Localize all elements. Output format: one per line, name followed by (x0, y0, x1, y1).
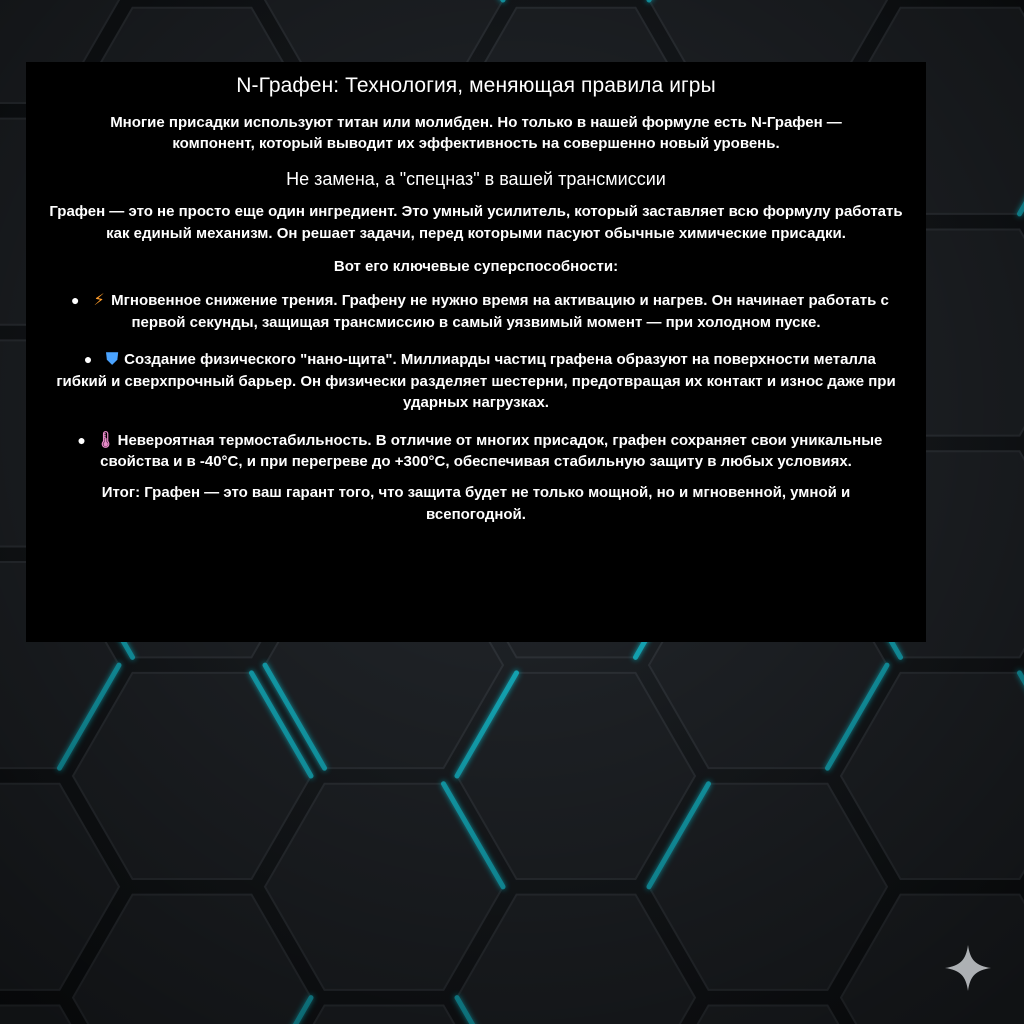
bullet-icon: ● (70, 292, 80, 308)
summary-text: Итог: Графен — это ваш гарант того, что защита будет не только мощной, но и мгновенной, умной и всепогодной. (101, 483, 851, 523)
list-item (48, 289, 904, 333)
bullet-icon: ● (83, 351, 93, 367)
list-item-text: Мгновенное снижение трения. Графену не нужно время на активацию и нагрев. Он начинает работать с первой секунды, защищая трансмиссию в самый уязвимый момент — при холодном пуске. (111, 292, 889, 331)
bullet-icon: ● (77, 431, 86, 448)
info-card (26, 62, 926, 642)
intro-text: Многие присадки используют титан или молибден. Но только в нашей формуле есть N-Графен — компонент, который выводит их эффективность на совершенно новый уровень. (110, 114, 842, 152)
thermometer-icon: 🌡 (95, 429, 116, 449)
description-paragraph: Графен — это не просто еще один ингредиент. Это умный усилитель, который заставляет всю формулу работать как единый механизм. Он решает задачи, перед которыми пасуют обычные химические присадки. (49, 203, 903, 242)
list-item-text: Невероятная термостабильность. В отличие от многих присадок, графен сохраняет свои уникальные свойства и в -40°C, и при перегреве до +300°C, обеспечивая стабильную защиту в любых условиях. (100, 431, 883, 470)
sparkle-icon (943, 943, 993, 993)
list-item-text: Создание физического "нано-щита". Миллиарды частиц графена образуют на поверхности металла гибкий и сверхпрочный барьер. Он физически разделяет шестерни, предотвращая их контакт и износ даже при ударных нагрузках. (56, 351, 896, 411)
list-lead-text: Вот его ключевые суперспособности: (333, 258, 619, 275)
page-title: N-Графен: Технология, меняющая правила игры (236, 74, 716, 97)
superpowers-list (48, 289, 904, 473)
shield-icon: ⛊ (106, 349, 119, 368)
lightning-icon: ⚡ (93, 290, 105, 309)
list-item (48, 429, 904, 473)
section-subtitle: Не замена, а "спецназ" в вашей трансмиссии (286, 169, 666, 189)
list-item (48, 348, 904, 414)
